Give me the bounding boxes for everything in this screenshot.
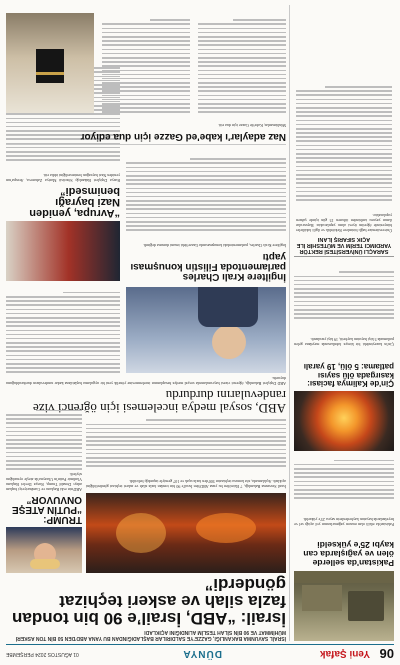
left-column <box>294 5 394 641</box>
trump-text-block <box>6 410 82 470</box>
chile-text-block <box>294 269 394 319</box>
page-number: 06 <box>379 646 394 661</box>
europe-headline: “Avrupa, yeniden Nazi bayrağı benimsedi” <box>29 185 120 219</box>
visa-body: ABD Dışişleri Bakanlığı, öğrenci vizesi başvurularında sosyal medya hesaplarının incelenmesine yönelik yeni bir uygulama başlatılana kadar randevuların durdurulduğunu duyurdu. <box>6 376 286 386</box>
europe-photo <box>6 221 120 281</box>
logo: Yeni Şafak <box>319 648 370 659</box>
pakistan-photo <box>294 571 394 641</box>
left-column-divider <box>289 5 290 641</box>
trump-story <box>6 407 82 573</box>
uk-story <box>126 156 286 281</box>
pakistan-text-block <box>294 457 394 499</box>
gaza-body: Müslümanlar, Kabe'de Gazze için dua etti. <box>218 123 286 128</box>
europe-body: Rusya Dışişleri Bakanlığı Sözcüsü Mariya Zaharova, Avrupa'nın yeniden Nazi bayrağını benimsediğini iddia etti. <box>6 173 120 183</box>
issue-date: 01 AĞUSTOS 2024 PERŞEMBE <box>6 651 79 657</box>
notice-body: Üniversitemize bağlı birimlere Rektörlük ve ilgili fakülteler bünyesinde öğretim üyesi alımı yapılacaktır. Başvurular ilanın yayımı tarihinden itibaren 15 gün içinde şahsen yapılacaktır. <box>296 212 392 233</box>
pakistan-headline: Pakistan'da sellerde ölen ve yağışlarda can kaybı 25'e yükseldi <box>303 540 394 568</box>
visa-photo <box>126 287 286 373</box>
visa-headline: ABD, sosyal medya incelemesi için öğrenci vize randevularını durdurdu <box>32 388 286 416</box>
chile-body: Çin'in kuzeyindeki bir kimya fabrikasında meydana gelen patlamada 5 kişi hayatını kaybetti, 19 kişi yaralandı. <box>294 337 394 347</box>
notice-box <box>294 4 394 257</box>
notice-text-block <box>296 86 392 201</box>
lead-story <box>6 576 286 641</box>
section-label: DÜNYA <box>182 648 222 659</box>
notice-title: SARAÇLI ÜNİVERSİTESİ REKTÖR YARDIMCI TERİM VE MÜTESHİR İLE AÇIK SIFARIŞ İLANI <box>296 236 392 254</box>
gaza-divider <box>6 144 286 145</box>
lead-text-block <box>86 417 286 467</box>
pakistan-body: Pakistan'da etkili olan muson yağmurlarının yol açtığı sel ve heyelanlarda hayatını kaybedenlerin sayısı 25'e yükseldi. <box>294 517 394 527</box>
gaza-text-block-2 <box>102 17 190 113</box>
gaza-text-block-1 <box>198 17 286 113</box>
lead-body: İsrail Savunma Bakanlığı, 7 Ekim'den bu yana ABD'den İsrail'e 90 bin tondan fazla silah ve askeri teçhizat gönderildiğini açıkladı. Açıklamada, söz konusu teçhizatın 500'den fazla uçak ve 107 gemiyle taşındığı belirtildi. <box>86 479 286 489</box>
kaaba-photo <box>6 13 94 113</box>
visa-story <box>6 371 286 415</box>
masthead <box>6 645 394 661</box>
trump-headline: TRUMP: “PUTİN ATEŞE ONVUVOR” <box>11 494 82 525</box>
explosion-photo <box>294 391 394 451</box>
lead-kicker: İSRAİL SAVUNMA BAKANLIĞI, GAZZE'YE SALDIRILAR BAŞLADIĞINDAN BU YANA ABD'DEN 50 BİN TON ASKERİ MÜHİMMAT VE 90 BİN SİLAH TESLİM ALINDIĞINI AÇIKLADI <box>15 629 286 641</box>
uk-body: İngiltere Kralı Charles, parlamentodaki konuşmasında Gazze'deki insani duruma değindi. <box>142 243 286 248</box>
visa-text-block <box>6 289 120 373</box>
lead-headline: İsrail: “ABD, İsrail’e 90 bin tondan fazla silah ve askeri teçhizat gönderdi” <box>12 575 286 628</box>
uk-headline: İngiltere Kralı Charles parlamentoda Filistin konuşması yaptı <box>130 251 286 282</box>
uk-text-block <box>126 158 286 231</box>
gaza-headline: Naz adaylar'ı kabe'ed Gazze için dua ediyor <box>80 131 286 142</box>
trump-photo <box>6 527 82 573</box>
gaza-story <box>6 118 286 141</box>
chile-headline: Çin'de Kalimya faciası: kasırgada ölü sayısı patlama: 5 ölü, 19 yaralı <box>303 362 394 388</box>
lead-photo <box>86 493 286 573</box>
trump-body: ABD'nin eski Başkanı ve Cumhuriyetçi başkan adayı Donald Trump, Rusya Devlet Başkanı Vladimir Putin'in Ukrayna'da ateşle oynadığını söyledi. <box>6 472 82 492</box>
masthead-rule <box>6 644 394 645</box>
